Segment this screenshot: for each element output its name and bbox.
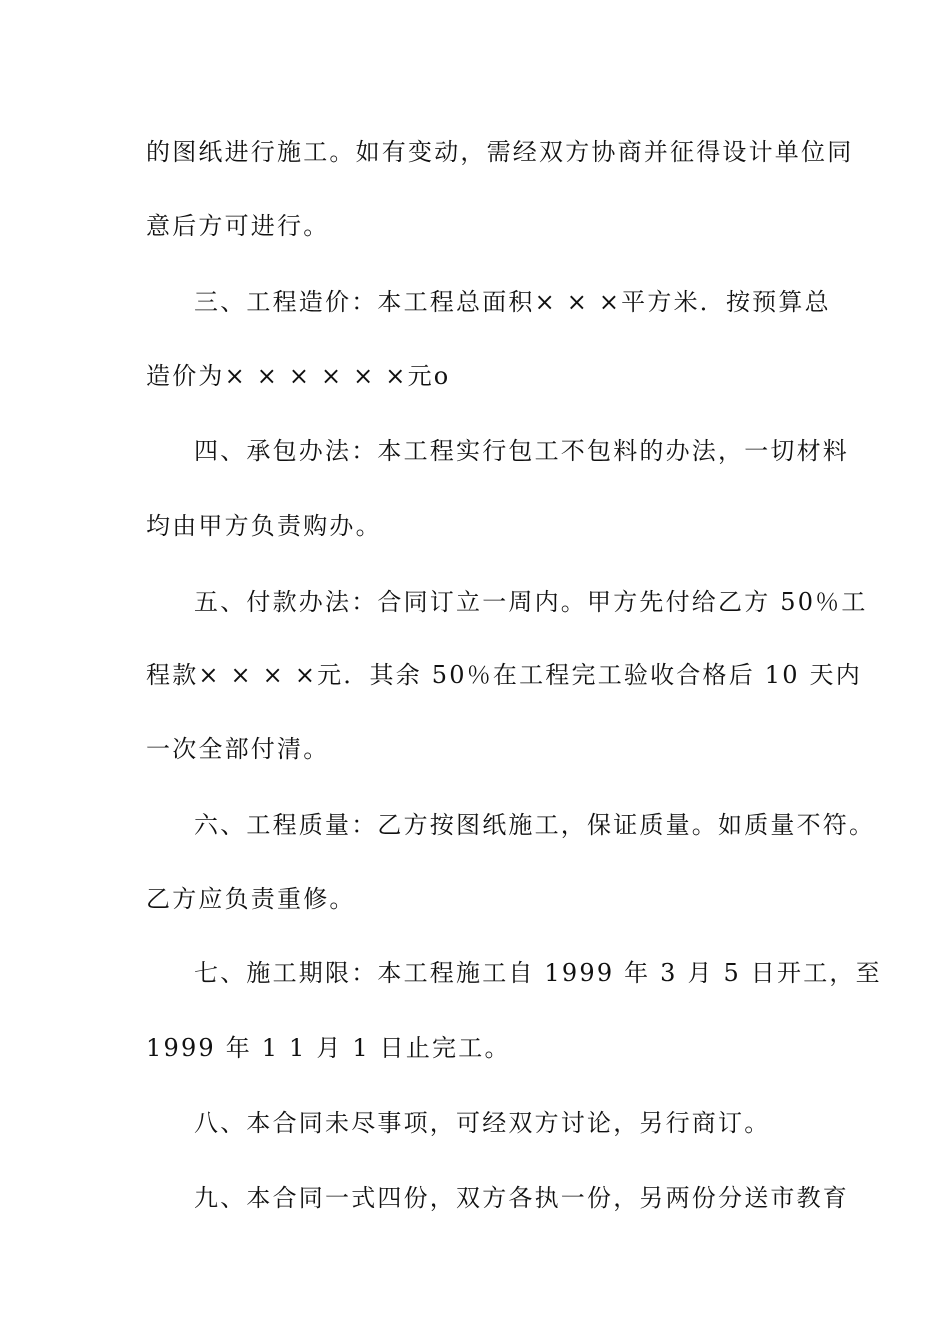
text-line: 均由甲方负责购办。 (146, 512, 382, 540)
text-line: 的图纸进行施工。如有变动，需经双方协商并征得设计单位同 (146, 138, 854, 166)
section-five-line: 五、付款办法：合同订立一周内。甲方先付给乙方 50％工 (194, 588, 868, 616)
section-four-line: 四、承包办法：本工程实行包工不包料的办法，一切材料 (194, 437, 849, 465)
text-line: 程款× × × ×元．其余 50％在工程完工验收合格后 10 天内 (146, 661, 862, 689)
text-line: 一次全部付清。 (146, 735, 330, 763)
section-eight-line: 八、本合同未尽事项，可经双方讨论，另行商订。 (194, 1109, 771, 1137)
section-nine-line: 九、本合同一式四份，双方各执一份，另两份分送市教育 (194, 1184, 849, 1212)
text-line: 造价为× × × × × ×元o (146, 362, 451, 390)
section-three-line: 三、工程造价：本工程总面积× × ×平方米．按预算总 (194, 288, 831, 316)
section-seven-line: 七、施工期限：本工程施工自 1999 年 3 月 5 日开工，至 (194, 959, 882, 987)
text-line: 意后方可进行。 (146, 212, 330, 240)
text-line: 乙方应负责重修。 (146, 885, 356, 913)
text-line: 1999 年 1 1 月 1 日止完工。 (146, 1034, 511, 1062)
section-six-line: 六、工程质量：乙方按图纸施工，保证质量。如质量不符。 (194, 811, 876, 839)
